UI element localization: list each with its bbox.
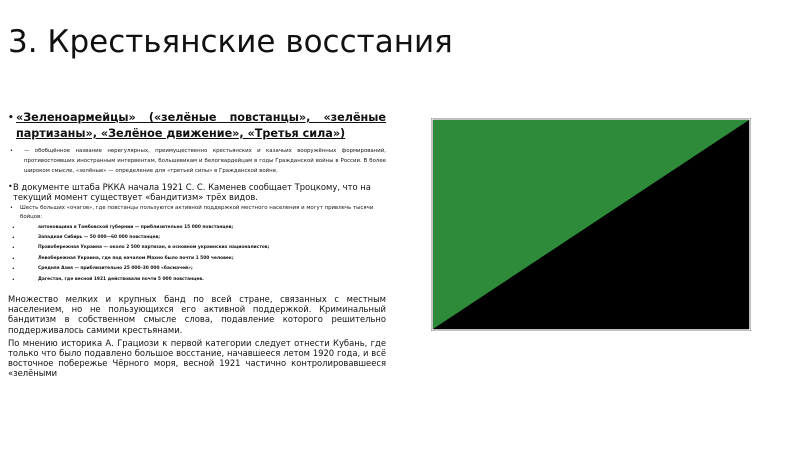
list-item-text: Правобережная Украина — около 2 500 партизан, в основном украинских националистов; [38,245,270,251]
many-bands-paragraph: Множество мелких и крупных банд по всей стране, связанных с местным населением, но не пользующихся его активной поддержкой. Криминальный бандитизм в собственном смысле слова, подавление которого решительно поддерживалось самими крестьянами. [8,294,386,335]
list-item-text: Левобережная Украина, где под началом Махно было почти 1 500 человек; [38,255,234,261]
list-item-text: Дагестан, где весной 1921 действовали почти 5 000 повстанцев. [38,276,204,282]
graziosi-paragraph: По мнению историка А. Грациози к первой категории следует отнести Кубань, где только что было подавлено большое восстание, начавшееся летом 1920 года, и всё восточное побережье Чёрного моря, весной 1921 частично контролировавшееся «зелёными [8,337,386,379]
text-column [8,110,386,379]
heading-text: «Зеленоармейцы» («зелёные повстанцы», «зелёные партизаны», «Зелёное движение», «Третья сила») [16,111,386,140]
list-item [8,275,386,285]
definition-paragraph [8,146,386,177]
definition-text: — обобщённое название нерегулярных, преимущественно крестьянских и казачьих вооружённых формирований, противостоявших иностранным интервентам, большевикам и белогвардейцам в годы Гражданской войны в России. В более широком смысле, «зелёные» — определение для «третьей силы» в Гражданской войне. [24,148,386,175]
list-item [8,254,386,264]
bullet: • [12,224,15,230]
six-hotspots-text: Шесть больших «очагов», где повстанцы пользуются активной поддержкой местного населения и могут привлечь тысячи бойцов: [20,204,374,220]
six-hotspots-paragraph [8,204,386,222]
heading-paragraph [8,110,386,142]
slide-title: 3. Крестьянские восстания [8,24,453,60]
green-army-flag-image [431,118,751,331]
list-item-text: Западная Сибирь — 50 000—60 000 повстанцев; [38,235,161,241]
document-paragraph [8,182,386,203]
bullet: • [12,255,15,261]
list-item-text: Средняя Азия — приблизительно 25 000–30 000 «басмачей»; [38,266,193,272]
list-item [8,233,386,243]
bullet: • [8,181,13,191]
bullet: • [10,148,13,154]
list-item-text: антоновщина в Тамбовской губернии — приблизительно 15 000 повстанцев; [38,224,234,230]
list-item [8,264,386,274]
bullet: • [12,266,15,272]
list-item [8,243,386,253]
document-text: В документе штаба РККА начала 1921 С. С. Каменев сообщает Троцкому, что на текущий момент существует «бандитизм» трёх видов. [13,181,371,203]
list-item [8,223,386,233]
bullet: • [12,276,15,282]
bullet: • [12,245,15,251]
bullet: • [12,235,15,241]
bullet: • [8,113,14,123]
bullet: • [10,204,13,211]
hotspot-list [8,223,386,285]
